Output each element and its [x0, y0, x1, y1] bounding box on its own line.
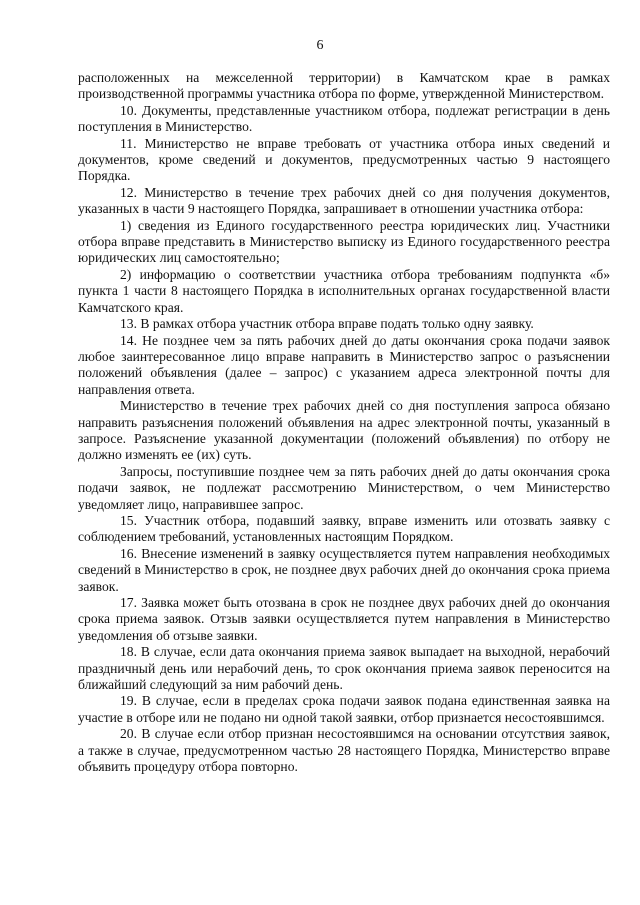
paragraph-10: 10. Документы, представленные участником отбора, подлежат регистрации в день поступления в Министерство.	[78, 102, 610, 135]
paragraph-continuation: расположенных на межселенной территории) в Камчатском крае в рамках производственной программы участника отбора по форме, утвержденной Министерством.	[78, 70, 610, 102]
paragraph-12-item-2: 2) информацию о соответствии участника отбора требованиям подпункта «б» пункта 1 части 8 настоящего Порядка в исполнительных органах государственной власти Камчатского края.	[78, 266, 610, 315]
paragraph-14-clarification: Министерство в течение трех рабочих дней со дня поступления запроса обязано направить разъяснения положений объявления на адрес электронной почты, указанный в запросе. Разъяснение указанной документации (положений объявления) по отбору не должно изменять ее (их) суть.	[78, 398, 610, 463]
page-number: 6	[316, 38, 324, 53]
paragraph-16: 16. Внесение изменений в заявку осуществляется путем направления необходимых сведений в Министерство в срок, не позднее двух рабочих дней до окончания срока приема заявок.	[78, 545, 610, 594]
paragraph-17: 17. Заявка может быть отозвана в срок не позднее двух рабочих дней до окончания срока приема заявок. Отзыв заявки осуществляется путем направления в Министерство уведомления об отзыве заявки.	[78, 595, 610, 643]
paragraph-12: 12. Министерство в течение трех рабочих дней со дня получения документов, указанных в части 9 настоящего Порядка, запрашивает в отношении участника отбора:	[78, 184, 610, 217]
paragraph-20: 20. В случае если отбор признан несостоявшимся на основании отсутствия заявок, а также в случае, предусмотренном частью 28 настоящего Порядка, Министерство вправе объявить процедуру отбора повторно.	[78, 726, 610, 775]
paragraph-14-late-requests: Запросы, поступившие позднее чем за пять рабочих дней до даты окончания срока подачи заявок, не подлежат рассмотрению Министерством, о чем Министерство уведомляет лицо, направившее запрос.	[78, 463, 610, 512]
paragraph-14: 14. Не позднее чем за пять рабочих дней до даты окончания срока подачи заявок любое заинтересованное лицо вправе направить в Министерство запрос о разъяснении положений объявления (далее – запрос) с указанием адреса электронной почты для направления ответа.	[78, 332, 610, 397]
paragraph-18: 18. В случае, если дата окончания приема заявок выпадает на выходной, нерабочий праздничный день или нерабочий день, то срок окончания приема заявок переносится на ближайший следующий за ним рабочий день.	[78, 644, 610, 693]
document-body	[78, 70, 610, 775]
paragraph-15: 15. Участник отбора, подавший заявку, вправе изменить или отозвать заявку с соблюдением требований, установленных настоящим Порядком.	[78, 512, 610, 545]
paragraph-19: 19. В случае, если в пределах срока подачи заявок подана единственная заявка на участие в отборе или не подано ни одной такой заявки, отбор признается несостоявшимся.	[78, 693, 610, 725]
paragraph-12-item-1: 1) сведения из Единого государственного реестра юридических лиц. Участники отбора вправе представить в Министерство выписку из Единого государственного реестра юридических лиц самостоятельно;	[78, 217, 610, 266]
paragraph-13: 13. В рамках отбора участник отбора вправе подать только одну заявку.	[120, 316, 534, 332]
paragraph-11: 11. Министерство не вправе требовать от участника отбора иных сведений и документов, кроме сведений и документов, предусмотренных частью 9 настоящего Порядка.	[78, 135, 610, 184]
